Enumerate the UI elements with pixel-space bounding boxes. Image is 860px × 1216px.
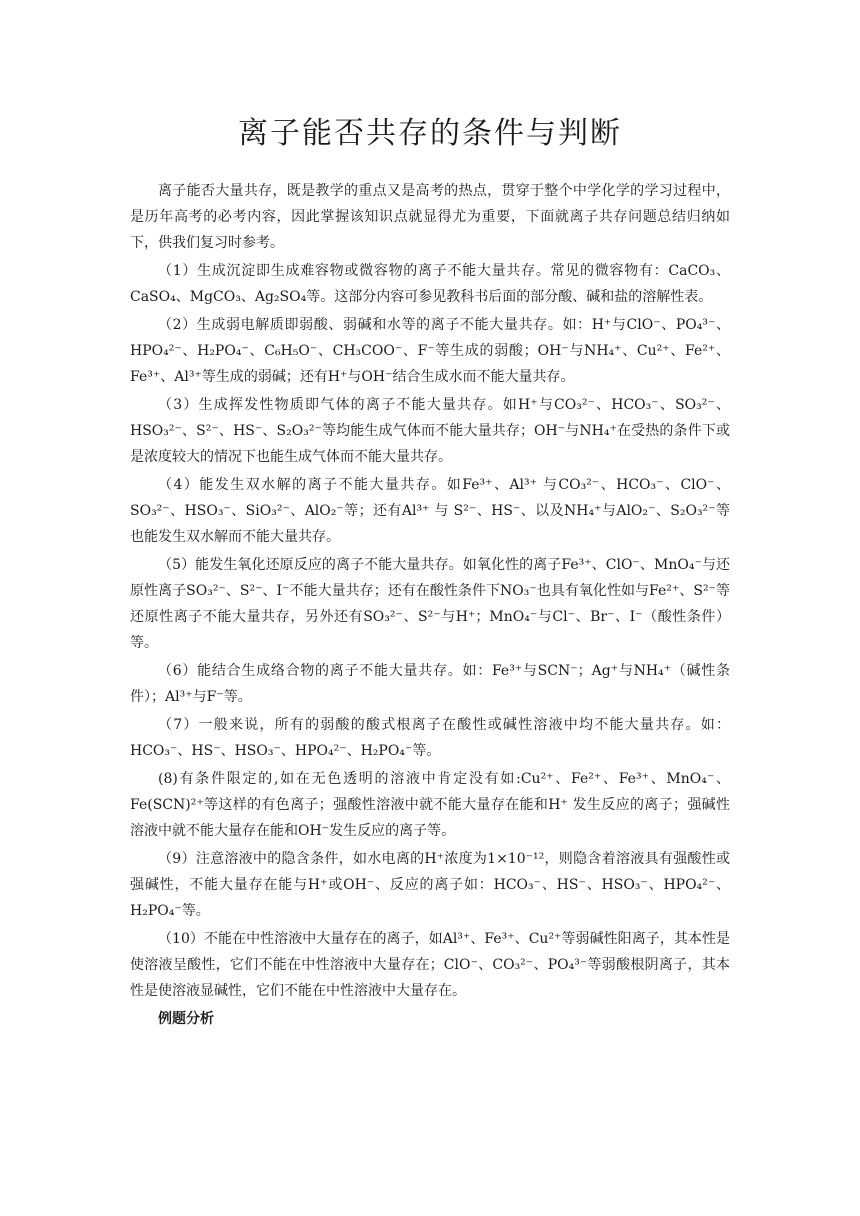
point-5: （5）能发生氧化还原反应的离子不能大量共存。如氧化性的离子Fe³⁺、ClO⁻、MnO₄⁻与还原性离子SO₃²⁻、S²⁻、I⁻不能大量共存；还有在酸性条件下NO₃⁻也具有氧化性如与Fe²⁺、S²⁻等还原性离子不能大量共存，另外还有SO₃²⁻、S²⁻与H⁺；MnO₄⁻与Cl⁻、Br⁻、I⁻（酸性条件）等。 [130, 557, 730, 651]
point-2: （2）生成弱电解质即弱酸、弱碱和水等的离子不能大量共存。如：H⁺与ClO⁻、PO₄³⁻、HPO₄²⁻、H₂PO₄⁻、C₆H₅O⁻、CH₃COO⁻、F⁻等生成的弱酸；OH⁻与NH₄⁺、Cu²⁺、Fe²⁺、Fe³⁺、Al³⁺等生成的弱碱；还有H⁺与OH⁻结合生成水而不能大量共存。 [130, 317, 730, 385]
point-9: （9）注意溶液中的隐含条件，如水电离的H⁺浓度为1×10⁻¹²，则隐含着溶液具有强酸性或强碱性，不能大量存在能与H⁺或OH⁻、反应的离子如：HCO₃⁻、HS⁻、HSO₃⁻、HPO₄²⁻、H₂PO₄⁻等。 [130, 851, 730, 919]
page-title: 离子能否共存的条件与判断 [238, 116, 622, 151]
point-7: （7）一般来说，所有的弱酸的酸式根离子在酸性或碱性溶液中均不能大量共存。如：HCO₃⁻、HS⁻、HSO₃⁻、HPO₄²⁻、H₂PO₄⁻等。 [130, 717, 730, 759]
document-body [130, 178, 730, 1032]
point-3: （3）生成挥发性物质即气体的离子不能大量共存。如H⁺与CO₃²⁻、HCO₃⁻、SO₃²⁻、HSO₃²⁻、S²⁻、HS⁻、S₂O₃²⁻等均能生成气体而不能大量共存；OH⁻与NH₄⁺在受热的条件下或是浓度较大的情况下也能生成气体而不能大量共存。 [130, 397, 730, 465]
point-1: （1）生成沉淀即生成难容物或微容物的离子不能大量共存。常见的微容物有：CaCO₃、CaSO₄、MgCO₃、Ag₂SO₄等。这部分内容可参见教科书后面的部分酸、碱和盐的溶解性表。 [130, 263, 730, 305]
point-6: （6）能结合生成络合物的离子不能大量共存。如：Fe³⁺与SCN⁻；Ag⁺与NH₄⁺（碱性条件）；Al³⁺与F⁻等。 [130, 663, 730, 705]
point-4: （4）能发生双水解的离子不能大量共存。如Fe³⁺、Al³⁺ 与CO₃²⁻、HCO₃⁻、ClO⁻、SO₃²⁻、HSO₃⁻、SiO₃²⁻、AlO₂⁻等；还有Al³⁺ 与 S²⁻、HS⁻、以及NH₄⁺与AlO₂⁻、S₂O₃²⁻等也能发生双水解而不能大量共存。 [130, 477, 730, 545]
intro-paragraph: 离子能否大量共存，既是教学的重点又是高考的热点，贯穿于整个中学化学的学习过程中，是历年高考的必考内容，因此掌握该知识点就显得尤为重要，下面就离子共存问题总结归纳如下，供我们复习时参考。 [130, 183, 730, 251]
section-heading: 例题分析 [158, 1011, 214, 1027]
point-10: （10）不能在中性溶液中大量存在的离子，如Al³⁺、Fe³⁺、Cu²⁺等弱碱性阳离子，其本性是使溶液呈酸性，它们不能在中性溶液中大量存在；ClO⁻、CO₃²⁻、PO₄³⁻等弱酸根阴离子，其本性是使溶液显碱性，它们不能在中性溶液中大量存在。 [130, 931, 730, 999]
point-8: (8)有条件限定的,如在无色透明的溶液中肯定没有如:Cu²⁺、Fe²⁺、Fe³⁺、MnO₄⁻、Fe(SCN)²⁺等这样的有色离子；强酸性溶液中就不能大量存在能和H⁺ 发生反应的离子；强碱性溶液中就不能大量存在能和OH⁻发生反应的离子等。 [130, 771, 730, 839]
